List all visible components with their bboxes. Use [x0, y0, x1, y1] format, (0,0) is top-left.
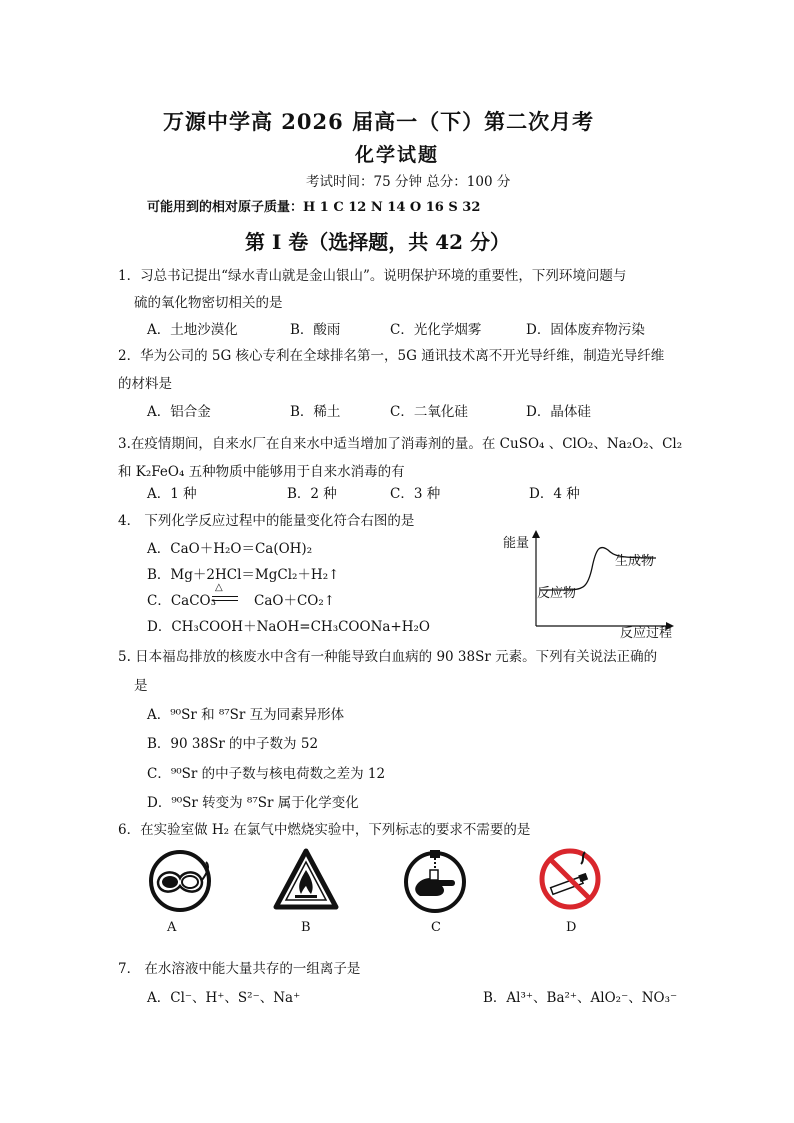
q7-option-a: A．Cl⁻、H⁺、S²⁻、Na⁺ [147, 990, 301, 1006]
q5-option-c: C．⁹⁰Sr 的中子数与核电荷数之差为 12 [147, 766, 386, 782]
q1-option-a: A．土地沙漠化 [147, 322, 238, 338]
q2-option-b: B．稀土 [290, 404, 341, 420]
q7-option-b: B．Al³⁺、Ba²⁺、AlO₂⁻、NO₃⁻ [483, 990, 678, 1006]
exam-title: 万源中学高 2026 届高一（下）第二次月考 [163, 109, 595, 134]
q3-option-c: C．3 种 [390, 486, 441, 502]
q5-option-d: D．⁹⁰Sr 转变为 ⁸⁷Sr 属于化学变化 [147, 795, 359, 811]
exam-time-info: 考试时间：75 分钟 总分：100 分 [306, 174, 511, 190]
q4-stem: 4． 下列化学反应过程中的能量变化符合右图的是 [118, 513, 415, 529]
q3-stem-line2: 和 K₂FeO₄ 五种物质中能够用于自来水消毒的有 [118, 464, 405, 480]
q3-option-b: B．2 种 [287, 486, 337, 502]
q6-label-c: C [431, 920, 441, 935]
q4-option-c-products: CaO＋CO₂↑ [254, 593, 336, 609]
graph-product-label: 生成物 [615, 554, 655, 569]
q2-stem-line1: 2．华为公司的 5G 核心专利在全球排名第一，5G 通讯技术离不开光导纤维，制造光导纤维 [118, 348, 665, 364]
hand-wash-sign-icon [402, 846, 468, 918]
q1-option-c: C．光化学烟雾 [390, 322, 482, 338]
q1-stem-line1: 1．习总书记提出“绿水青山就是金山银山”。说明保护环境的重要性，下列环境问题与 [118, 268, 627, 284]
q5-option-a: A．⁹⁰Sr 和 ⁸⁷Sr 互为同素异形体 [147, 707, 345, 723]
q1-option-b: B．酸雨 [290, 322, 341, 338]
q5-stem-line2: 是 [134, 678, 148, 694]
section-title: 第 I 卷（选择题，共 42 分） [245, 230, 511, 254]
q5-option-b: B．90 38Sr 的中子数为 52 [147, 736, 319, 752]
flammable-warning-icon [273, 848, 339, 916]
q4-option-c-condition: △ [215, 582, 223, 593]
graph-ylabel: 能量 [503, 536, 530, 551]
q7-stem: 7． 在水溶液中能大量共存的一组离子是 [118, 961, 361, 977]
q6-stem: 6．在实验室做 H₂ 在氯气中燃烧实验中，下列标志的要求不需要的是 [118, 822, 531, 838]
q4-option-c-equals-sign [212, 596, 238, 601]
q4-option-b: B．Mg＋2HCl＝MgCl₂＋H₂↑ [147, 567, 340, 583]
q4-option-c: C．CaCO₃ [147, 593, 217, 609]
q3-option-a: A．1 种 [147, 486, 197, 502]
q6-label-a: A [167, 920, 177, 935]
q6-label-d: D [566, 920, 577, 935]
y-axis-arrow-icon [532, 530, 540, 538]
no-smoking-sign-icon [537, 846, 603, 916]
q2-option-c: C．二氧化硅 [390, 404, 468, 420]
graph-reactant-label: 反应物 [537, 586, 577, 601]
q2-option-d: D．晶体硅 [526, 404, 591, 420]
q5-stem-line1: 5. 日本福岛排放的核废水中含有一种能导致白血病的 90 38Sr 元素。下列有关说法正确的 [118, 649, 658, 665]
q4-option-a: A．CaO＋H₂O＝Ca(OH)₂ [147, 541, 313, 557]
atomic-masses: 可能用到的相对原子质量：H 1 C 12 N 14 O 16 S 32 [147, 200, 481, 215]
q1-option-d: D．固体废弃物污染 [526, 322, 645, 338]
subject-title: 化学试题 [355, 144, 440, 166]
goggles-sign-icon [148, 848, 214, 918]
q2-option-a: A．铝合金 [147, 404, 211, 420]
q1-stem-line2: 硫的氧化物密切相关的是 [134, 295, 283, 311]
q2-stem-line2: 的材料是 [118, 376, 172, 392]
q6-label-b: B [301, 920, 311, 935]
q3-stem-line1: 3.在疫情期间，自来水厂在自来水中适当增加了消毒剂的量。在 CuSO₄ 、ClO₂、Na₂O₂、Cl₂ [118, 436, 683, 452]
q4-option-d: D．CH₃COOH＋NaOH=CH₃COONa+H₂O [147, 619, 430, 635]
graph-xlabel: 反应过程 [620, 626, 673, 641]
q3-option-d: D．4 种 [529, 486, 580, 502]
